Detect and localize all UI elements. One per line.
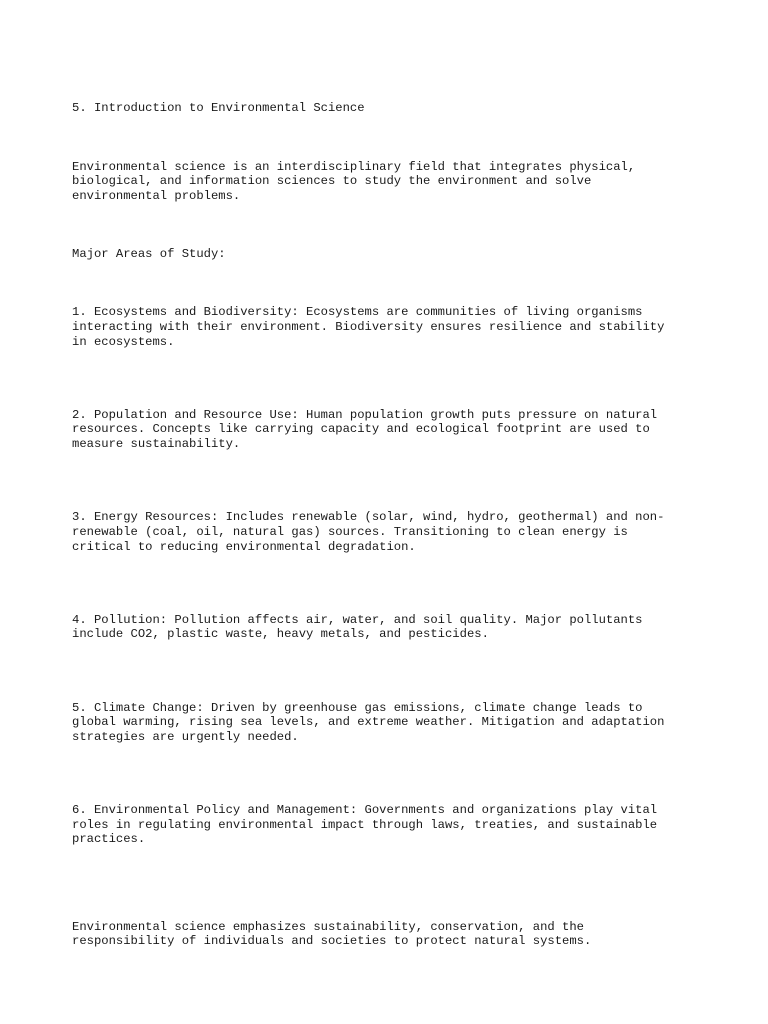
area-pollution: 4. Pollution: Pollution affects air, water, and soil quality. Major pollutants include CO2, plastic waste, heavy metals, and pesticides. [72,612,643,642]
area-ecosystems: 1. Ecosystems and Biodiversity: Ecosystems are communities of living organisms interacting with their environment. Biodiversity ensures resilience and stability in ecosystems. [72,305,665,349]
document-body [72,72,692,978]
area-energy: 3. Energy Resources: Includes renewable (solar, wind, hydro, geothermal) and non- renewable (coal, oil, natural gas) sources. Transitioning to clean energy is critical to reducing environmental degradation. [72,510,665,554]
areas-heading: Major Areas of Study: [72,247,226,262]
area-climate: 5. Climate Change: Driven by greenhouse gas emissions, climate change leads to global warming, rising sea levels, and extreme weather. Mitigation and adaptation strategies are urgently needed. [72,700,665,744]
area-policy: 6. Environmental Policy and Management: Governments and organizations play vital roles in regulating environmental impact through laws, treaties, and sustainable practices. [72,803,658,847]
intro-paragraph: Environmental science is an interdisciplinary field that integrates physical, biological, and information sciences to study the environment and solve environmental problems. [72,159,636,203]
area-population: 2. Population and Resource Use: Human population growth puts pressure on natural resources. Concepts like carrying capacity and ecological footprint are used to measure sustainability. [72,407,658,452]
conclusion-paragraph: Environmental science emphasizes sustainability, conservation, and the responsibility of individuals and societies to protect natural systems. [72,919,592,949]
section-title: 5. Introduction to Environmental Science [72,101,365,116]
